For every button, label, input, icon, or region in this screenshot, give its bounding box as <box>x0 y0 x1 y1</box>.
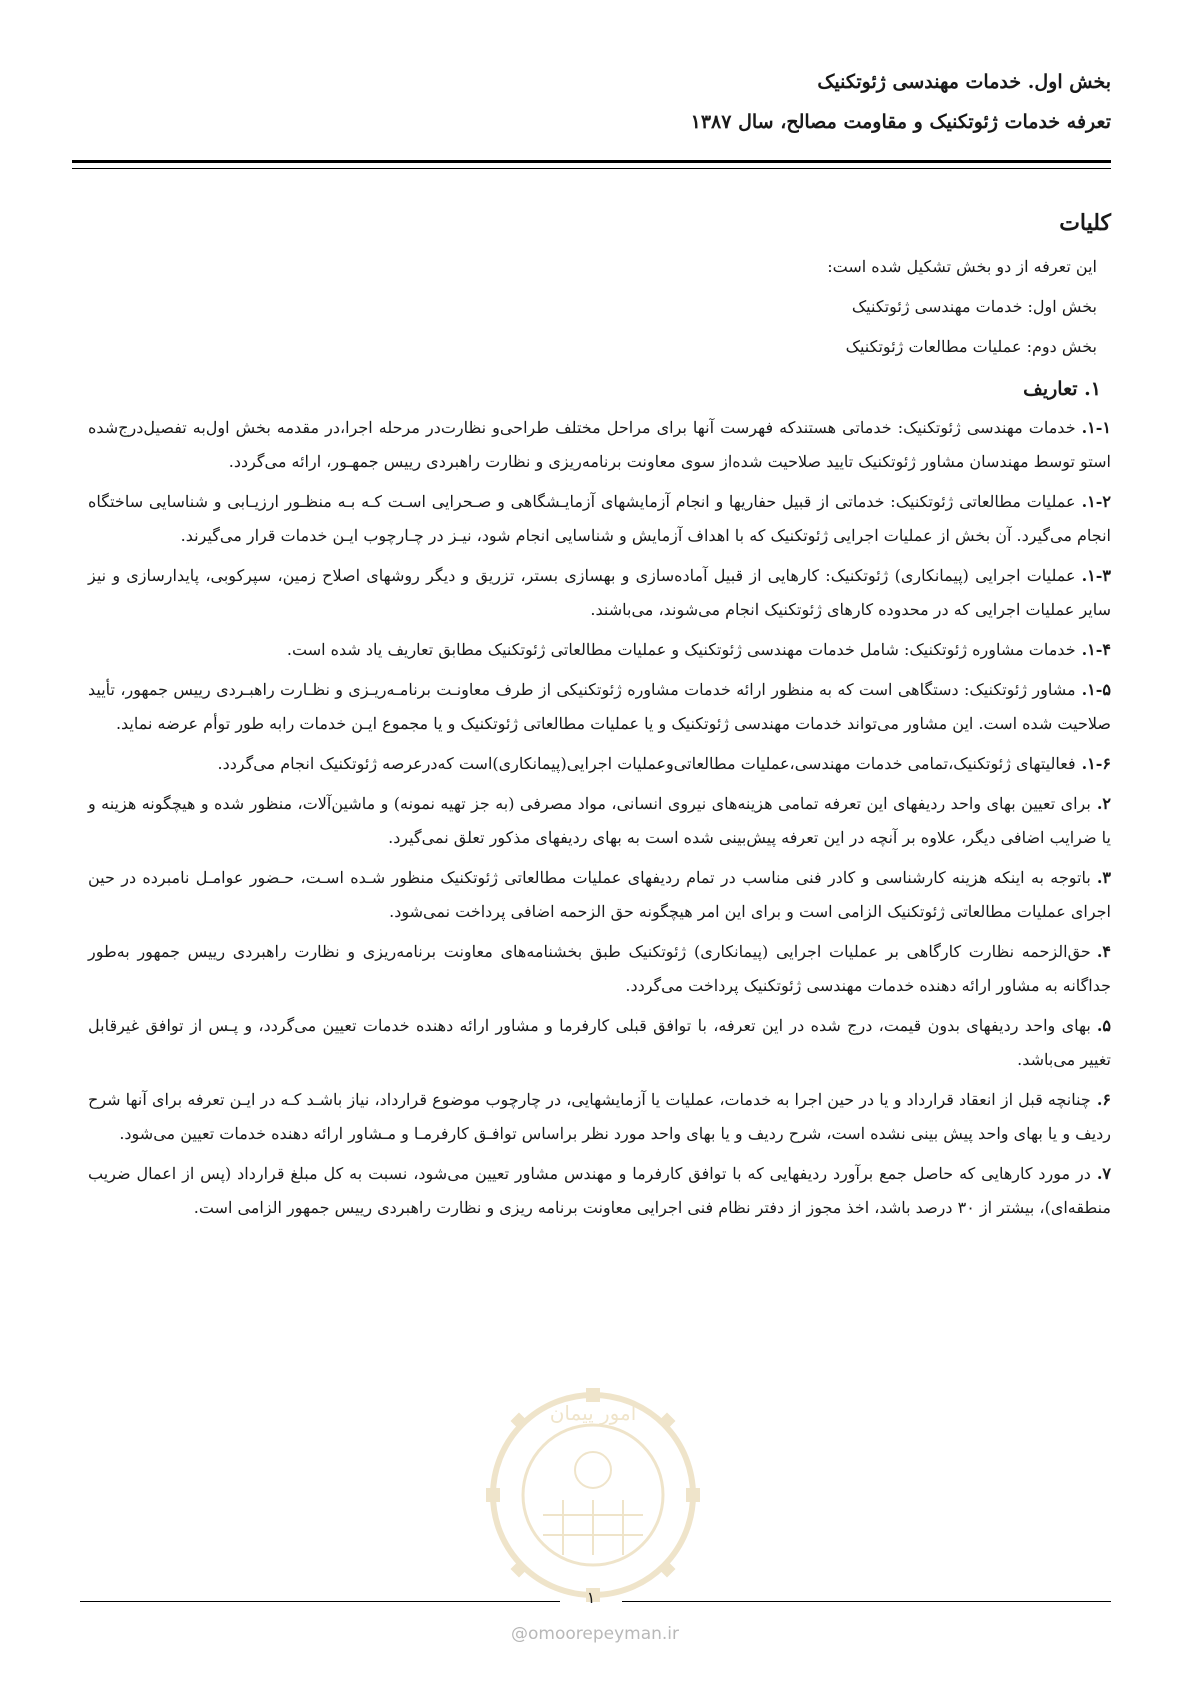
page-header <box>71 62 1111 142</box>
header-part-title: بخش اول. خدمات مهندسی ژئوتکنیک <box>817 71 1111 93</box>
document-body <box>88 205 1111 1231</box>
paragraph-number: ۱-۲. <box>1081 492 1111 511</box>
site-watermark: @omoorepeyman.ir <box>510 1624 680 1644</box>
footer-divider-right <box>622 1601 1111 1602</box>
footer-divider-left <box>80 1601 560 1602</box>
paragraph-number: ۲. <box>1096 794 1111 813</box>
paragraph-text: در مورد کارهایی که حاصل جمع برآورد ردیفهایی که با توافق کارفرما و مهندس مشاور تعیین می‌شود، نسبت به کل مبلغ قرارداد (پس از اعمال ضریب منطقه‌ای)، بیشتر از ۳۰ درصد باشد، اخذ مجوز از دفتر نظام فنی اجرایی معاونت برنامه ریزی و نظارت راهبردی رییس جمهور الزامی است. <box>88 1164 1111 1217</box>
paragraph-text: چنانچه قبل از انعقاد قرارداد و یا در حین اجرا به خدمات، عملیات یا آزمایشهایی، در چارچوب موضوع قرارداد، نیاز باشـد کـه در ایـن تعرفه برای آنها شرح ردیف و یا بهای واحد پیش بینی نشده است، شرح ردیف و یا بهای واحد مورد نظر براساس توافـق کارفرمـا و مـشاور ارائه دهنده خدمات تعیین می‌شود. <box>88 1090 1111 1143</box>
watermark-seal <box>468 1380 718 1610</box>
paragraph-number: ۵. <box>1096 1016 1111 1035</box>
paragraph <box>88 673 1111 741</box>
paragraph <box>88 1157 1111 1225</box>
paragraph-number: ۱-۵. <box>1081 680 1111 699</box>
header-tariff-title: تعرفه خدمات ژئوتکنیک و مقاومت مصالح، سال ۱۳۸۷ <box>690 111 1111 133</box>
paragraph-number: ۶. <box>1096 1090 1111 1109</box>
paragraph <box>88 787 1111 855</box>
paragraph <box>88 411 1111 479</box>
paragraph-number: ۴. <box>1096 942 1111 961</box>
paragraph-number: ۱-۱. <box>1081 418 1111 437</box>
intro-line: بخش اول: خدمات مهندسی ژئوتکنیک <box>851 297 1097 316</box>
definitions-heading: ۱. تعاریف <box>1023 378 1101 400</box>
paragraph-text: مشاور ژئوتکنیک: دستگاهی است که به منظور ارائه خدمات مشاوره ژئوتکنیکی از طرف معاونـت برنامـه‌ریـزی و نظـارت راهبـردی رییس جمهور، تأیید صلاحیت شده است. این مشاور می‌تواند خدمات مهندسی ژئوتکنیک و یا عملیات مطالعاتی ژئوتکنیک و یا مجموع ایـن خدمات رابه طور توأم عرضه نماید. <box>88 680 1111 733</box>
header-divider <box>72 160 1111 169</box>
paragraph <box>88 935 1111 1003</box>
paragraph-number: ۱-۶. <box>1081 754 1111 773</box>
paragraph <box>88 861 1111 929</box>
intro-line: این تعرفه از دو بخش تشکیل شده است: <box>827 257 1097 276</box>
section-title: کلیات <box>1059 210 1111 236</box>
paragraph-text: عملیات اجرایی (پیمانکاری) ژئوتکنیک: کارهایی از قبیل آماده‌سازی و بهسازی بستر، تزریق و دیگر روشهای اصلاح زمین، سپرکوبی، پایدارسازی و نیز سایر عملیات اجرایی که در محدوده کارهای ژئوتکنیک انجام می‌شوند، می‌باشند. <box>88 566 1111 619</box>
paragraph-text: برای تعیین بهای واحد ردیفهای این تعرفه تمامی هزینه‌های نیروی انسانی، مواد مصرفی (به جز تهیه نمونه) و ماشین‌آلات، منظور شده و هیچگونه هزینه و یا ضرایب اضافی دیگر، علاوه بر آنچه در این تعرفه پیش‌بینی شده است به بهای ردیفهای مذکور تعلق نمی‌گیرد. <box>88 794 1111 847</box>
paragraph-text: باتوجه به اینکه هزینه کارشناسی و کادر فنی مناسب در تمام ردیفهای عملیات مطالعاتی ژئوتکنیک منظور شـده اسـت، حـضور عوامـل نامبرده در حین اجرای عملیات مطالعاتی ژئوتکنیک الزامی است و برای این امر هیچگونه حق الزحمه اضافی پرداخت نمی‌شود. <box>88 868 1111 921</box>
paragraph <box>88 485 1111 553</box>
paragraph-text: عملیات مطالعاتی ژئوتکنیک: خدماتی از قبیل حفاریها و انجام آزمایشهای آزمایـشگاهی و صـحرایی اسـت کـه بـه منظـور ارزیـابی و شناسایی ساختگاه انجام می‌گیرد. آن بخش از عملیات اجرایی ژئوتکنیک که با اهداف آزمایش و شناسایی انجام شود، نیـز در چـارچوب ایـن خدمات قرار می‌گیرند. <box>88 492 1111 545</box>
paragraph <box>88 633 1111 667</box>
paragraph-number: ۱-۳. <box>1081 566 1111 585</box>
seal-text: امور پیمان <box>549 1401 637 1425</box>
paragraph <box>88 747 1111 781</box>
intro-line: بخش دوم: عملیات مطالعات ژئوتکنیک <box>845 337 1097 356</box>
paragraph-text: حق‌الزحمه نظارت کارگاهی بر عملیات اجرایی (پیمانکاری) ژئوتکنیک طبق بخشنامه‌های معاونت برنامه‌ریزی و نظارت راهبردی رییس جمهور به‌طور جداگانه به مشاور ارائه دهنده خدمات مهندسی ژئوتکنیک پرداخت می‌گردد. <box>88 942 1111 995</box>
paragraph-number: ۱-۴. <box>1081 640 1111 659</box>
seal-icon <box>468 1380 718 1610</box>
page-number: ۱ <box>586 1588 596 1607</box>
paragraph-text: بهای واحد ردیفهای بدون قیمت، درج شده در این تعرفه، با توافق قبلی کارفرما و مشاور ارائه دهنده خدمات تعیین می‌گردد، و پـس از توافق غیرقابل تغییر می‌باشد. <box>88 1016 1111 1069</box>
paragraph-text: فعالیتهای ژئوتکنیک،تمامی خدمات مهندسی،عملیات مطالعاتی‌وعملیات اجرایی(پیمانکاری)است که‌درعرصه ژئوتکنیک انجام می‌گردد. <box>217 754 1076 773</box>
paragraph <box>88 559 1111 627</box>
paragraph-text: خدمات مهندسی ژئوتکنیک: خدماتی هستندکه فهرست آنها برای مراحل مختلف طراحی‌و نظارت‌در مرحله اجرا،در مقدمه بخش اول‌به تفصیل‌درج‌شده استو توسط مهندسان مشاور ژئوتکنیک تایید صلاحیت شده‌از سوی معاونت برنامه‌ریزی و نظارت راهبردی رییس جمهـور، ارائه می‌گردد. <box>88 418 1111 471</box>
paragraph-number: ۷. <box>1096 1164 1111 1183</box>
paragraph-text: خدمات مشاوره ژئوتکنیک: شامل خدمات مهندسی ژئوتکنیک و عملیات مطالعاتی ژئوتکنیک مطابق تعاریف یاد شده است. <box>286 640 1076 659</box>
paragraph-number: ۳. <box>1096 868 1111 887</box>
paragraph <box>88 1083 1111 1151</box>
paragraph <box>88 1009 1111 1077</box>
